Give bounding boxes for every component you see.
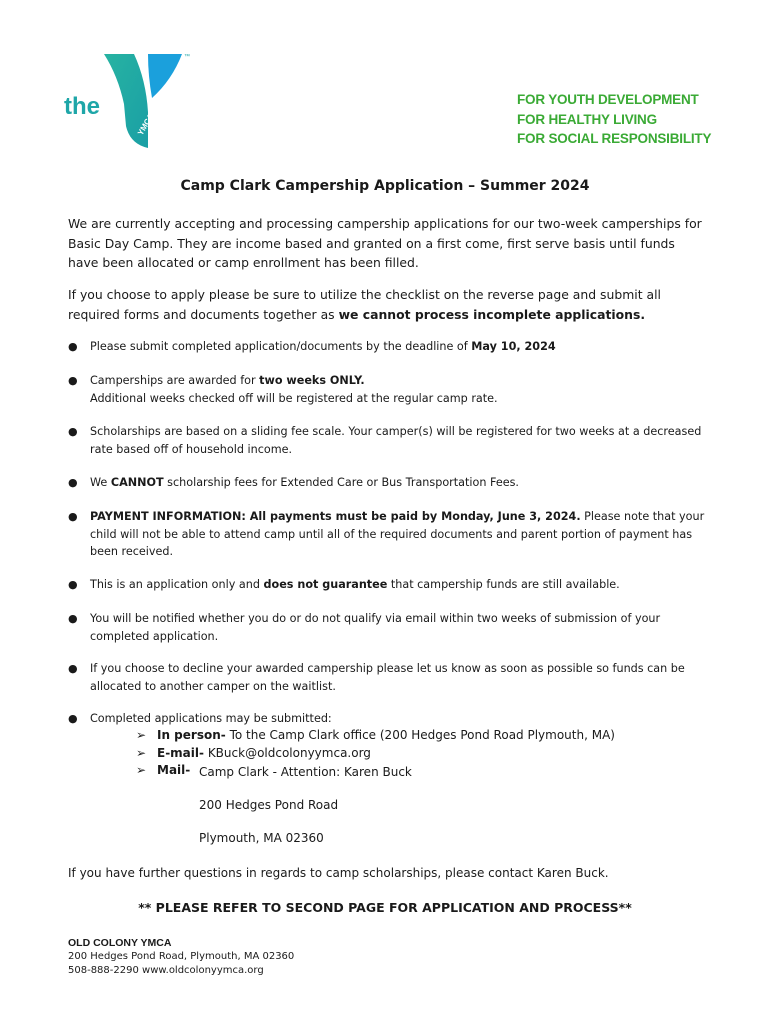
logo-the-text: the [64, 93, 100, 120]
intro-p2-text: If you choose to apply please be sure to utilize the checklist on the reverse page and submit all required forms and documents together as [68, 287, 662, 322]
mail-address-line-3: Plymouth, MA 02360 [199, 831, 324, 845]
bullet-text: Scholarships are based on a sliding fee scale. Your camper(s) will be registered for two weeks at a decreased rate based off of household income. [90, 425, 702, 456]
bullet-dot-icon: ● [68, 340, 78, 353]
in-person-text: To the Camp Clark office (200 Hedges Pond Road Plymouth, MA) [225, 728, 615, 742]
bullet-text: You will be notified whether you do or do not qualify via email within two weeks of submission of your completed application. [90, 612, 661, 643]
bullet-dot-icon: ● [68, 712, 78, 725]
deadline-date: May 10, 2024 [471, 340, 556, 353]
tagline-healthy: FOR HEALTHY LIVING [517, 111, 657, 127]
two-weeks-bold: two weeks ONLY. [259, 374, 365, 387]
mail-label: Mail- [157, 763, 191, 777]
refer-second-page: ** PLEASE REFER TO SECOND PAGE FOR APPLICATION AND PROCESS** [138, 900, 632, 915]
payment-bold: PAYMENT INFORMATION: All payments must be paid by Monday, June 3, 2024. [90, 510, 581, 523]
intro-p2-bold: we cannot process incomplete applications. [338, 306, 646, 322]
tagline-youth: FOR YOUTH DEVELOPMENT [517, 92, 699, 107]
bullet-text-post: that campership funds are still available. [387, 578, 620, 591]
bullet-dot-icon: ● [68, 510, 78, 523]
bullet-dot-icon: ● [68, 476, 78, 489]
ymca-logo [60, 40, 200, 160]
bullet-text: This is an application only and [90, 578, 264, 591]
logo-tm: ™ [184, 54, 190, 60]
bullet-text: Please submit completed application/documents by the deadline of [90, 340, 472, 353]
intro-paragraph-2 [68, 285, 708, 324]
bullet-text: Please note that your child will not be able to attend camp until all of the required documents and parent portion of payment has been received. [90, 510, 705, 558]
tagline-social: FOR SOCIAL RESPONSIBILITY [517, 131, 712, 146]
footer [68, 936, 294, 978]
arrow-bullet-icon: ➢ [136, 746, 147, 760]
logo-ymca-text: YMCA [135, 112, 156, 137]
no-guarantee-bold: does not guarantee [263, 578, 388, 591]
bullet-dot-icon: ● [68, 662, 78, 675]
bullet-text: Completed applications may be submitted: [90, 712, 332, 725]
in-person-label: In person- [157, 728, 226, 742]
arrow-bullet-icon: ➢ [136, 763, 147, 777]
bullet-text: We [90, 476, 111, 489]
bullet-text-post: scholarship fees for Extended Care or Bus Transportation Fees. [163, 476, 519, 489]
mail-address-line-1: Camp Clark - Attention: Karen Buck [199, 765, 412, 779]
mail-address-line-2: 200 Hedges Pond Road [199, 798, 339, 812]
bullet-dot-icon: ● [68, 612, 78, 625]
bullet-text-line2: Additional weeks checked off will be registered at the regular camp rate. [90, 391, 498, 405]
page-title: Camp Clark Campership Application – Summer 2024 [180, 178, 590, 194]
ymca-y-logo-icon [60, 40, 200, 160]
footer-org-name: OLD COLONY YMCA [68, 937, 172, 949]
footer-address: 200 Hedges Pond Road, Plymouth, MA 02360 [68, 951, 295, 962]
bullet-text: Camperships are awarded for [90, 374, 260, 387]
email-address: KBuck@oldcolonyymca.org [204, 746, 371, 760]
arrow-bullet-icon: ➢ [136, 728, 147, 742]
taglines [517, 90, 711, 149]
email-label: E-mail- [157, 746, 204, 760]
further-questions: If you have further questions in regards to camp scholarships, please contact Karen Buck. [68, 866, 609, 880]
bullet-text: If you choose to decline your awarded campership please let us know as soon as possible so funds can be allocated to another camper on the waitlist. [90, 662, 685, 693]
cannot-bold: CANNOT [110, 476, 164, 489]
bullet-dot-icon: ● [68, 578, 78, 591]
intro-paragraph-1: We are currently accepting and processing campership applications for our two-week camperships for Basic Day Camp. They are income based and granted on a first come, first serve basis until funds have been allocated or camp enrollment has been filled. [68, 216, 702, 270]
bullet-dot-icon: ● [68, 374, 78, 387]
bullet-dot-icon: ● [68, 425, 78, 438]
footer-contact: 508-888-2290 www.oldcolonyymca.org [68, 965, 264, 976]
